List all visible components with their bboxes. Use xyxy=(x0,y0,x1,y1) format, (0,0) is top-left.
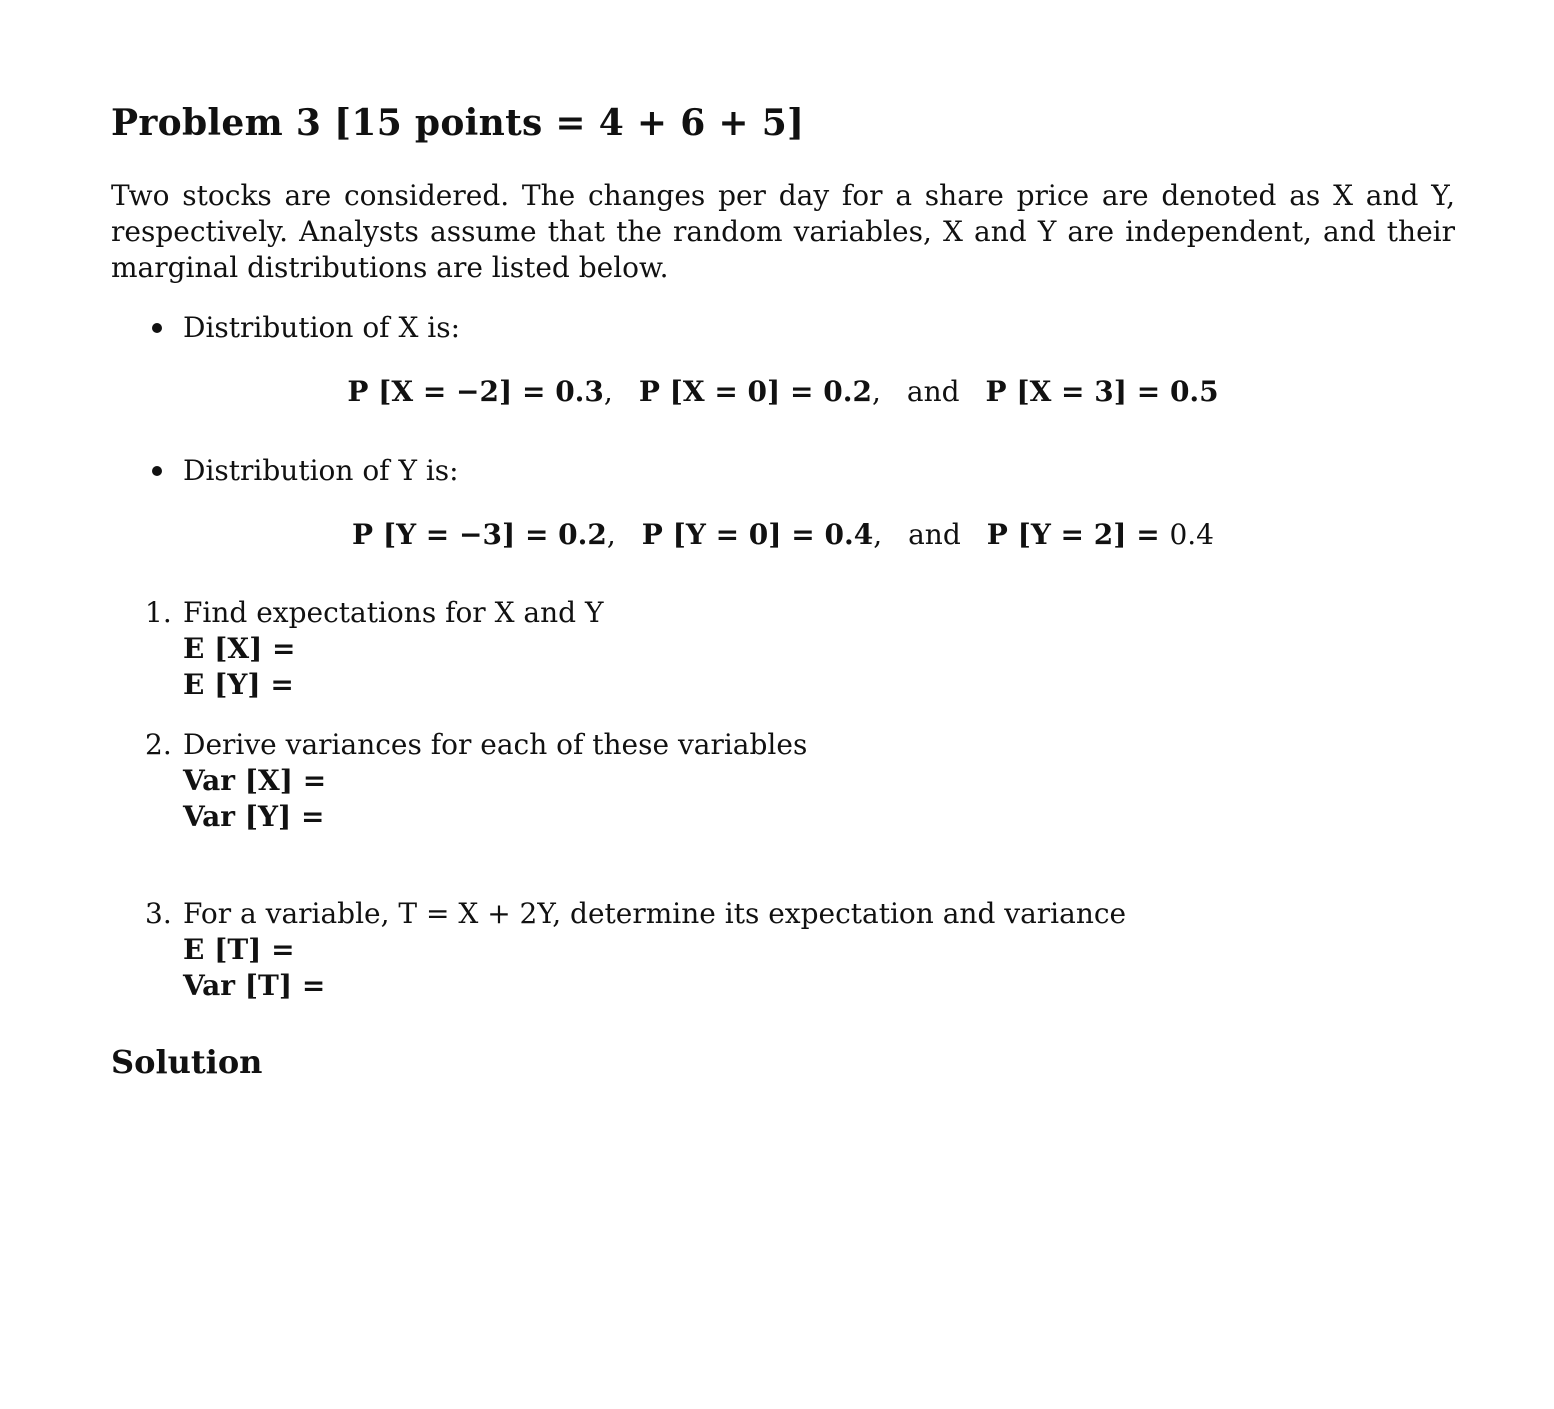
prob-y-minus3-value: 0.2 xyxy=(558,518,607,551)
prob-x-0-value: 0.2 xyxy=(823,375,872,408)
bullet-dot-icon xyxy=(152,466,162,476)
formula-y-and: and xyxy=(908,518,961,551)
bullet-dot-icon xyxy=(152,323,162,333)
distribution-x-formula: P [X = −2] = 0.3, P [X = 0] = 0.2, and P [X = 3] = 0.5 xyxy=(347,375,1219,408)
formula-x-and: and xyxy=(906,375,960,408)
answer-et: E [T] = xyxy=(183,933,295,966)
prob-y-minus3-label: P [Y = −3] = xyxy=(352,518,559,551)
answer-varx: Var [X] = xyxy=(183,764,327,797)
question-2-number: 2. xyxy=(145,728,172,761)
question-3-number: 3. xyxy=(145,897,172,930)
problem-title: Problem 3 [15 points = 4 + 6 + 5] xyxy=(111,102,805,144)
prob-x-minus2-label: P [X = −2] = xyxy=(347,375,556,408)
distribution-y-label: Distribution of Y is: xyxy=(183,454,459,487)
question-1-number: 1. xyxy=(145,596,172,629)
problem-intro: Two stocks are considered. The changes per day for a share price are denoted as X and Y, respectively. Analysts assume that the random variables, X and Y are independent, and their marginal distributions are listed below. xyxy=(111,179,1455,284)
question-2-prompt: Derive variances for each of these variables xyxy=(183,728,808,761)
prob-x-minus2-value: 0.3 xyxy=(555,375,604,408)
answer-ey: E [Y] = xyxy=(183,668,294,701)
question-1-prompt: Find expectations for X and Y xyxy=(183,596,604,629)
answer-vary: Var [Y] = xyxy=(183,800,325,833)
answer-ex: E [X] = xyxy=(183,632,296,665)
distribution-x-label: Distribution of X is: xyxy=(183,311,461,344)
answer-vart: Var [T] = xyxy=(183,969,326,1002)
question-3-prompt: For a variable, T = X + 2Y, determine its expectation and variance xyxy=(183,897,1127,930)
prob-x-0-label: P [X = 0] = xyxy=(638,375,824,408)
prob-x-3-label: P [X = 3] = xyxy=(985,375,1170,408)
distribution-y-formula: P [Y = −3] = 0.2, P [Y = 0] = 0.4, and P [Y = 2] = 0.4 xyxy=(352,518,1214,551)
prob-y-2-label: P [Y = 2] = xyxy=(986,518,1170,551)
prob-y-2-value: 0.4 xyxy=(1169,518,1214,551)
prob-y-0-value: 0.4 xyxy=(824,518,874,551)
prob-x-3-value: 0.5 xyxy=(1169,375,1219,408)
prob-y-0-label: P [Y = 0] = xyxy=(641,518,825,551)
solution-heading: Solution xyxy=(111,1043,263,1081)
